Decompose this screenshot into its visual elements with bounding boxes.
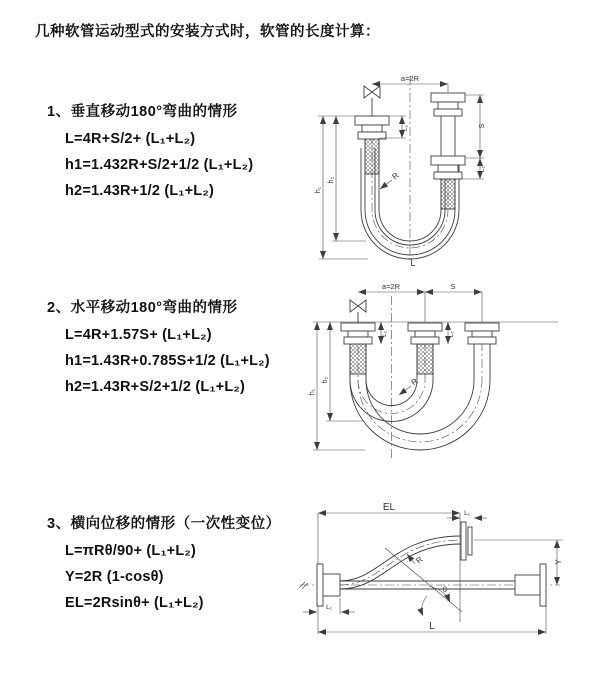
right-pipe-fitting bbox=[431, 93, 465, 179]
formula-h2: h2=1.43R+S/2+1/2 (L₁+L₂) bbox=[65, 379, 246, 395]
dim-label-h1: h₁ bbox=[315, 186, 322, 194]
left-pipe-fitting bbox=[341, 312, 375, 344]
left-pipe-fitting bbox=[355, 98, 389, 139]
section-1-heading: 1、垂直移动180°弯曲的情形 bbox=[47, 104, 238, 120]
dimension-l2 bbox=[448, 322, 455, 344]
formula-EL: EL=2Rsinθ+ (L₁+L₂) bbox=[65, 595, 204, 611]
dim-label-l2: L₂ bbox=[448, 330, 455, 338]
dimension-stroke bbox=[425, 282, 482, 322]
radius-leader bbox=[380, 171, 401, 189]
formula-h1: h1=1.432R+S/2+1/2 (L₁+L₂) bbox=[65, 157, 254, 173]
dimension-l1-bottom bbox=[303, 598, 355, 614]
dim-label-h2: h₂ bbox=[322, 376, 329, 384]
dim-label-h1: h₁ bbox=[309, 388, 316, 396]
page-title: 几种软管运动型式的安装方式时，软管的长度计算： bbox=[35, 24, 380, 40]
valve-icon bbox=[364, 86, 380, 98]
radius-leader bbox=[407, 554, 425, 565]
formula-L: L=4R+1.57S+ (L₁+L₂) bbox=[65, 327, 212, 343]
formula-Y: Y=2R (1-cosθ) bbox=[65, 569, 164, 585]
diagram-lateral-displacement bbox=[295, 500, 600, 670]
diagram-horizontal-180-bend bbox=[303, 280, 600, 465]
formula-L: L=πRθ/90+ (L₁+L₂) bbox=[65, 543, 197, 559]
dim-label-stroke: S bbox=[450, 282, 456, 291]
left-flange bbox=[317, 564, 340, 606]
diagram-vertical-180-bend bbox=[310, 68, 600, 268]
dim-label-el: EL bbox=[382, 502, 396, 513]
dim-label-l1-bottom: L₁ bbox=[326, 604, 332, 611]
formula-L: L=4R+S/2+ (L₁+L₂) bbox=[65, 131, 196, 147]
section-2 bbox=[47, 296, 270, 395]
dim-label-h2: h₂ bbox=[328, 176, 335, 184]
angle-construction bbox=[385, 513, 462, 622]
dim-label-radius: R bbox=[414, 554, 425, 566]
dim-label-l1: L₁ bbox=[381, 331, 388, 337]
valve-icon bbox=[350, 300, 366, 312]
dim-label-stroke: S bbox=[479, 123, 486, 129]
dim-label-span: a=2R bbox=[400, 74, 420, 83]
dim-label-theta: θ bbox=[442, 585, 448, 594]
dimension-l1 bbox=[381, 322, 388, 344]
section-1 bbox=[47, 100, 253, 199]
dimension-length bbox=[318, 596, 546, 634]
section-3-heading: 3、横向位移的情形（一次性变位） bbox=[47, 516, 281, 532]
dim-label-y: Y bbox=[554, 559, 563, 565]
right-pipe-fitting bbox=[465, 323, 499, 344]
dim-label-l2: L₂ bbox=[479, 165, 486, 173]
dimension-stroke bbox=[465, 95, 486, 158]
dim-label-length: L bbox=[429, 621, 435, 632]
formula-h2: h2=1.43R+1/2 (L₁+L₂) bbox=[65, 183, 215, 199]
formula-h1: h1=1.43R+0.785S+1/2 (L₁+L₂) bbox=[65, 353, 270, 369]
centerline-break-mark bbox=[299, 582, 308, 589]
dim-label-l1-top: L₁ bbox=[464, 510, 470, 517]
dimension-l1-top bbox=[447, 510, 487, 518]
dim-label-span: a=2R bbox=[381, 282, 401, 291]
section-3 bbox=[47, 512, 281, 611]
dim-label-length: L bbox=[410, 258, 416, 268]
middle-pipe-fitting bbox=[408, 323, 442, 344]
section-2-heading: 2、水平移动180°弯曲的情形 bbox=[47, 300, 238, 316]
dim-label-l1: L₁ bbox=[402, 125, 409, 131]
dimension-el bbox=[318, 502, 460, 564]
dim-label-radius: R bbox=[390, 170, 401, 182]
dim-label-radius: R bbox=[409, 376, 420, 388]
curved-hose-position bbox=[340, 522, 472, 589]
